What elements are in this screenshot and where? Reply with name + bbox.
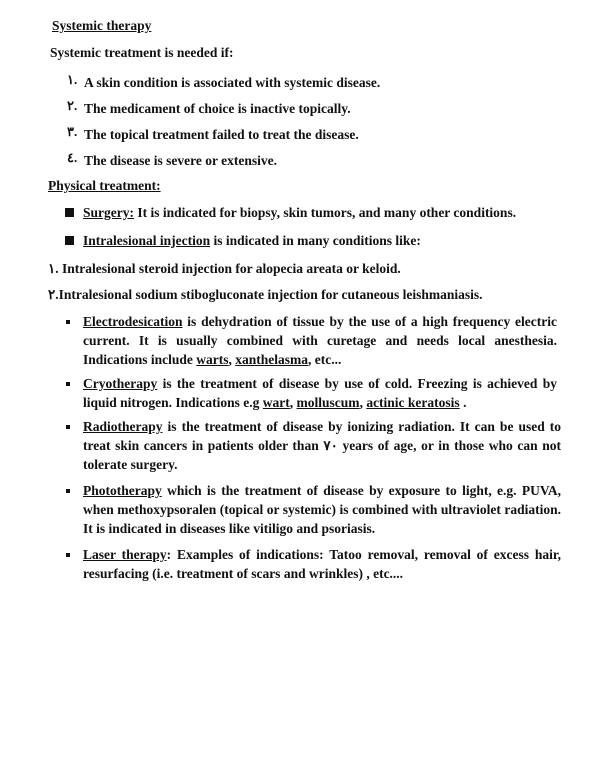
intralesional-text: is indicated in many conditions like: bbox=[210, 233, 421, 248]
intralesional-term: Intralesional injection bbox=[83, 233, 211, 248]
link-xanthelasma: xanthelasma bbox=[235, 352, 309, 367]
numbered-item-text: Intralesional sodium stibogluconate injection for cutaneous leishmaniasis. bbox=[58, 287, 483, 302]
list-item-number: ١. bbox=[67, 72, 78, 87]
laser-term: Laser therapy bbox=[83, 547, 167, 562]
electrodesication-text: is dehydration of tissue by the use of a high frequency electric current. It is usually combined with curetage and needs local anesthesia. Indications include bbox=[83, 314, 557, 367]
list-item-number: ٢. bbox=[67, 98, 78, 113]
comma: , bbox=[359, 395, 367, 410]
cryotherapy-paragraph bbox=[83, 374, 557, 412]
numbered-item bbox=[48, 287, 483, 303]
electrodesication-paragraph bbox=[83, 312, 557, 369]
list-item: A skin condition is associated with systemic disease. bbox=[84, 75, 381, 90]
systemic-intro: Systemic treatment is needed if: bbox=[50, 45, 234, 60]
list-item: The topical treatment failed to treat the disease. bbox=[84, 127, 359, 142]
numbered-item bbox=[48, 261, 401, 277]
numbered-item-number: ١. bbox=[48, 261, 59, 276]
cryotherapy-term: Cryotherapy bbox=[83, 376, 158, 391]
surgery-text: It is indicated for biopsy, skin tumors, and many other conditions. bbox=[134, 205, 517, 220]
laser-paragraph bbox=[83, 545, 561, 583]
bullet-icon bbox=[66, 320, 70, 324]
tail-end: years of age, or in those who can not tolerate surgery. bbox=[83, 438, 561, 472]
comma: , bbox=[289, 395, 297, 410]
list-item: The medicament of choice is inactive topically. bbox=[84, 101, 351, 116]
link-warts: warts bbox=[196, 352, 229, 367]
age-value: ٧٠ bbox=[323, 438, 338, 453]
numbered-item-text: Intralesional steroid injection for alopecia areata or keloid. bbox=[58, 261, 401, 276]
radiotherapy-paragraph bbox=[83, 417, 561, 474]
radiotherapy-term: Radiotherapy bbox=[83, 419, 163, 434]
link-actinic-keratosis: actinic keratosis bbox=[366, 395, 460, 410]
surgery-line bbox=[83, 205, 516, 221]
phototherapy-paragraph bbox=[83, 481, 561, 538]
numbered-item-number: ٢. bbox=[48, 287, 59, 302]
link-wart: wart bbox=[262, 395, 290, 410]
radiotherapy-text: is the treatment of disease by ionizing radiation. It can be used to treat skin cancers in patients older than bbox=[83, 419, 561, 453]
systemic-heading: Systemic therapy bbox=[52, 18, 152, 33]
surgery-term: Surgery: bbox=[83, 205, 134, 220]
tail-end: . bbox=[459, 395, 467, 410]
phototherapy-term: Phototherapy bbox=[83, 483, 162, 498]
comma: , bbox=[228, 352, 236, 367]
list-item: The disease is severe or extensive. bbox=[84, 153, 277, 168]
laser-text: : Examples of indications: Tatoo removal, removal of excess hair, resurfacing (i.e. treatment of scars and wrinkles) , etc.... bbox=[83, 547, 561, 581]
square-bullet-icon bbox=[65, 236, 74, 245]
link-molluscum: molluscum bbox=[296, 395, 360, 410]
intralesional-line bbox=[83, 233, 421, 249]
cryotherapy-text: is the treatment of disease by use of cold. Freezing is achieved by liquid nitrogen. Indications e.g bbox=[83, 376, 557, 410]
bullet-icon bbox=[66, 382, 70, 386]
list-item-number: ٣. bbox=[67, 124, 78, 139]
bullet-icon bbox=[66, 489, 70, 493]
electrodesication-term: Electrodesication bbox=[83, 314, 183, 329]
bullet-icon bbox=[66, 425, 70, 429]
physical-heading: Physical treatment: bbox=[48, 178, 161, 193]
list-item-number: ٤. bbox=[67, 150, 78, 165]
tail-end: , etc... bbox=[308, 352, 342, 367]
bullet-icon bbox=[66, 553, 70, 557]
phototherapy-text: which is the treatment of disease by exposure to light, e.g. PUVA, when methoxypsoralen (topical or systemic) is combined with ultraviolet radiation. It is indicated in diseases like vitiligo and psoriasis. bbox=[83, 483, 561, 536]
square-bullet-icon bbox=[65, 208, 74, 217]
